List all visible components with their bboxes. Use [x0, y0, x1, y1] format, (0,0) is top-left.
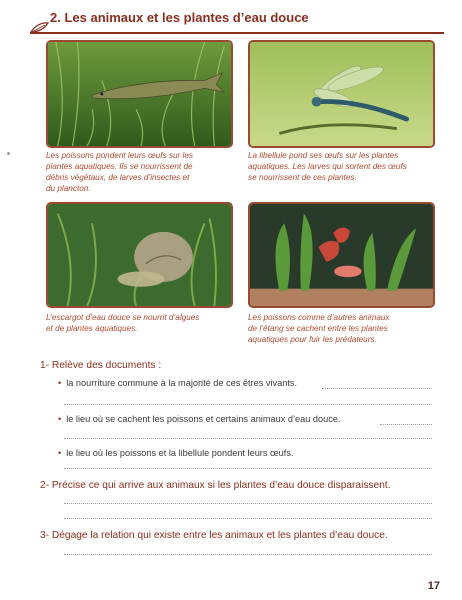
photo-dragonfly — [248, 40, 435, 148]
bullet-text: le lieu où se cachent les poissons et certains animaux d’eau douce. — [66, 414, 341, 424]
answer-line[interactable] — [64, 554, 432, 555]
answer-line[interactable] — [64, 518, 432, 519]
question-1-bullet-2 — [58, 414, 340, 424]
bullet-text: le lieu où les poissons et la libellule pondent leurs œufs. — [66, 448, 294, 458]
caption-line: débris végétaux, de larves d’insectes et — [46, 173, 190, 182]
caption-line: Les poissons pondent leurs œufs sur les — [46, 151, 193, 160]
bullet-icon: • — [58, 448, 62, 458]
question-1-label: 1- Relève des documents : — [40, 360, 162, 371]
caption-4 — [248, 312, 443, 345]
caption-2 — [248, 150, 443, 183]
caption-line: Les poissons comme d’autres animaux — [248, 313, 390, 322]
caption-1 — [46, 150, 236, 194]
answer-line[interactable] — [380, 424, 432, 425]
caption-line: de l’étang se cachent entre les plantes — [248, 324, 388, 333]
caption-line: aquatiques. Les larves qui sortent des œufs — [248, 162, 407, 171]
section-header — [30, 8, 450, 34]
title-underline — [30, 32, 444, 34]
section-title: 2. Les animaux et les plantes d’eau douce — [50, 10, 309, 25]
bullet-icon: • — [58, 378, 62, 388]
bullet-icon: • — [58, 414, 62, 424]
margin-dot — [7, 152, 10, 155]
question-2-label: 2- Précise ce qui arrive aux animaux si les plantes d’eau douce disparaissent. — [40, 480, 391, 491]
page-number: 17 — [427, 580, 440, 592]
photo-snail — [46, 202, 233, 308]
answer-line[interactable] — [64, 468, 432, 469]
caption-line: se nourrissent de ces plantes. — [248, 173, 357, 182]
answer-line[interactable] — [64, 438, 432, 439]
photo-pike — [46, 40, 233, 148]
answer-line[interactable] — [64, 503, 432, 504]
bullet-text: la nourriture commune à la majorité de ces êtres vivants. — [66, 378, 298, 388]
caption-line: du plancton. — [46, 184, 91, 193]
caption-line: et de plantes aquatiques. — [46, 324, 138, 333]
question-1-bullet-1 — [58, 378, 297, 388]
caption-line: plantes aquatiques. Ils se nourrissent de — [46, 162, 193, 171]
answer-line[interactable] — [64, 404, 432, 405]
photo-aquarium — [248, 202, 435, 308]
caption-line: La libellule pond ses œufs sur les plantes — [248, 151, 399, 160]
caption-line: L’escargot d’eau douce se nourrit d’algues — [46, 313, 200, 322]
question-1-bullet-3 — [58, 448, 293, 458]
answer-line[interactable] — [322, 388, 432, 389]
caption-3 — [46, 312, 236, 334]
question-3-label: 3- Dégage la relation qui existe entre les animaux et les plantes d’eau douce. — [40, 530, 388, 541]
caption-line: aquatiques pour fuir les prédateurs. — [248, 335, 377, 344]
